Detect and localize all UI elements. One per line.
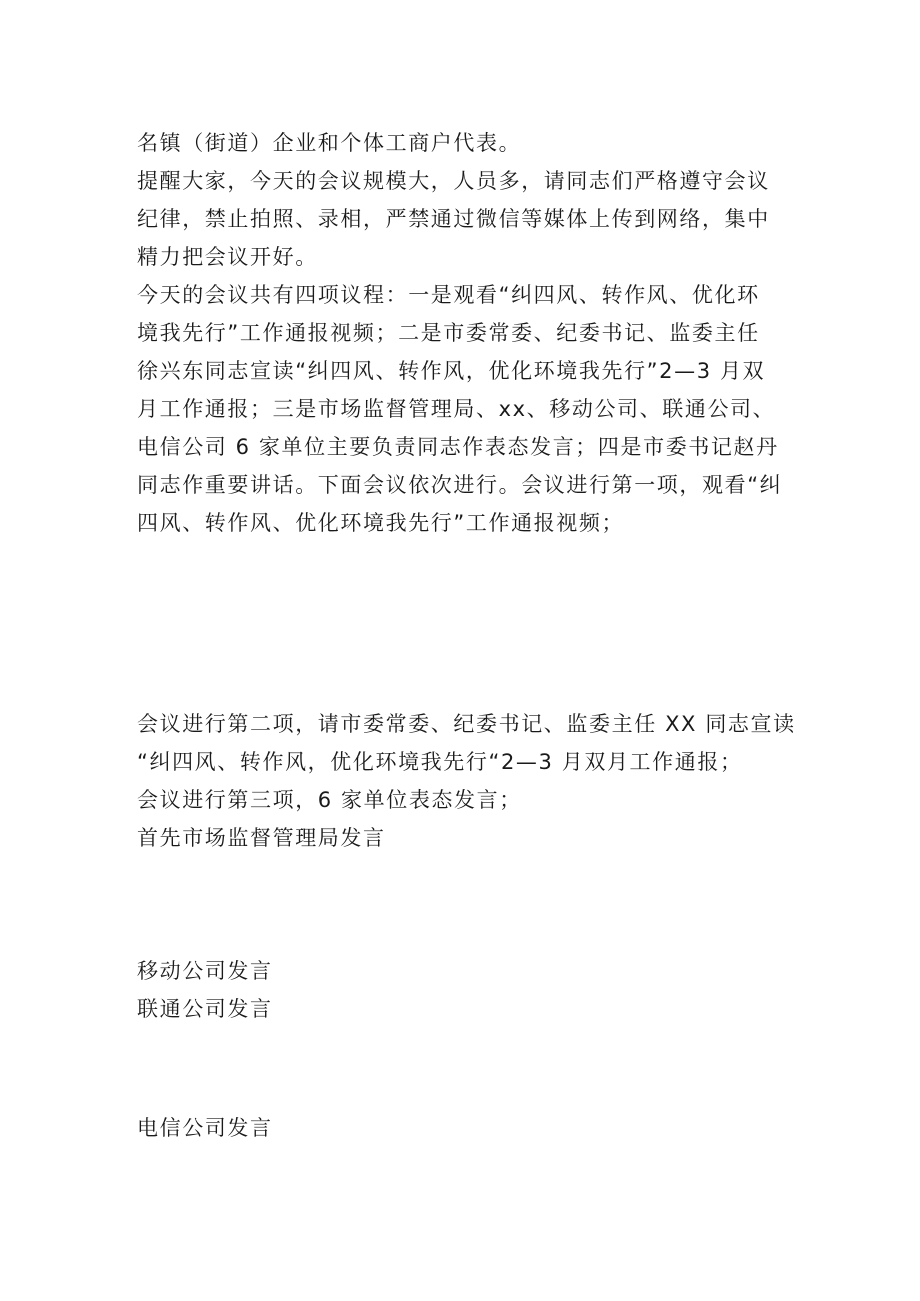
text-line: 四风、转作风、优化环境我先行”工作通报视频； — [137, 511, 625, 535]
text-line: 提醒大家，今天的会议规模大，人员多，请同志们严格遵守会议 — [137, 169, 770, 193]
text-line: 会议进行第三项，6 家单位表态发言； — [137, 788, 522, 812]
text-line: 电信公司发言 — [137, 1116, 273, 1140]
paragraph-group-speakers — [137, 952, 792, 1028]
text-line: 境我先行”工作通报视频；二是市委常委、纪委书记、监委主任 — [137, 321, 760, 345]
text-line: 会议进行第二项，请市委常委、纪委书记、监委主任 XX 同志宣读 — [137, 712, 796, 736]
paragraph-group-agenda — [137, 705, 796, 857]
paragraph-group-telecom — [137, 1109, 792, 1147]
text-line: 徐兴东同志宣读“纠四风、转作风，优化环境我先行”2—3 月双 — [137, 359, 766, 383]
text-line: 纪律，禁止拍照、录相，严禁通过微信等媒体上传到网络，集中 — [137, 207, 770, 231]
text-line: 名镇（街道）企业和个体工商户代表。 — [137, 131, 522, 155]
text-line: 首先市场监督管理局发言 — [137, 826, 386, 850]
text-line: 同志作重要讲话。下面会议依次进行。会议进行第一项，观看“纠 — [137, 473, 783, 497]
text-line: “纠四风、转作风，优化环境我先行“2—3 月双月工作通报； — [137, 750, 743, 774]
paragraph-group-intro — [137, 124, 792, 542]
text-line: 精力把会议开好。 — [137, 245, 318, 269]
text-line: 联通公司发言 — [137, 997, 273, 1021]
text-line: 电信公司 6 家单位主要负责同志作表态发言；四是市委书记赵丹 — [137, 435, 779, 459]
text-line: 今天的会议共有四项议程：一是观看“纠四风、转作风、优化环 — [137, 283, 760, 307]
text-line: 移动公司发言 — [137, 959, 273, 983]
text-line: 月工作通报；三是市场监督管理局、xx、移动公司、联通公司、 — [137, 397, 776, 421]
